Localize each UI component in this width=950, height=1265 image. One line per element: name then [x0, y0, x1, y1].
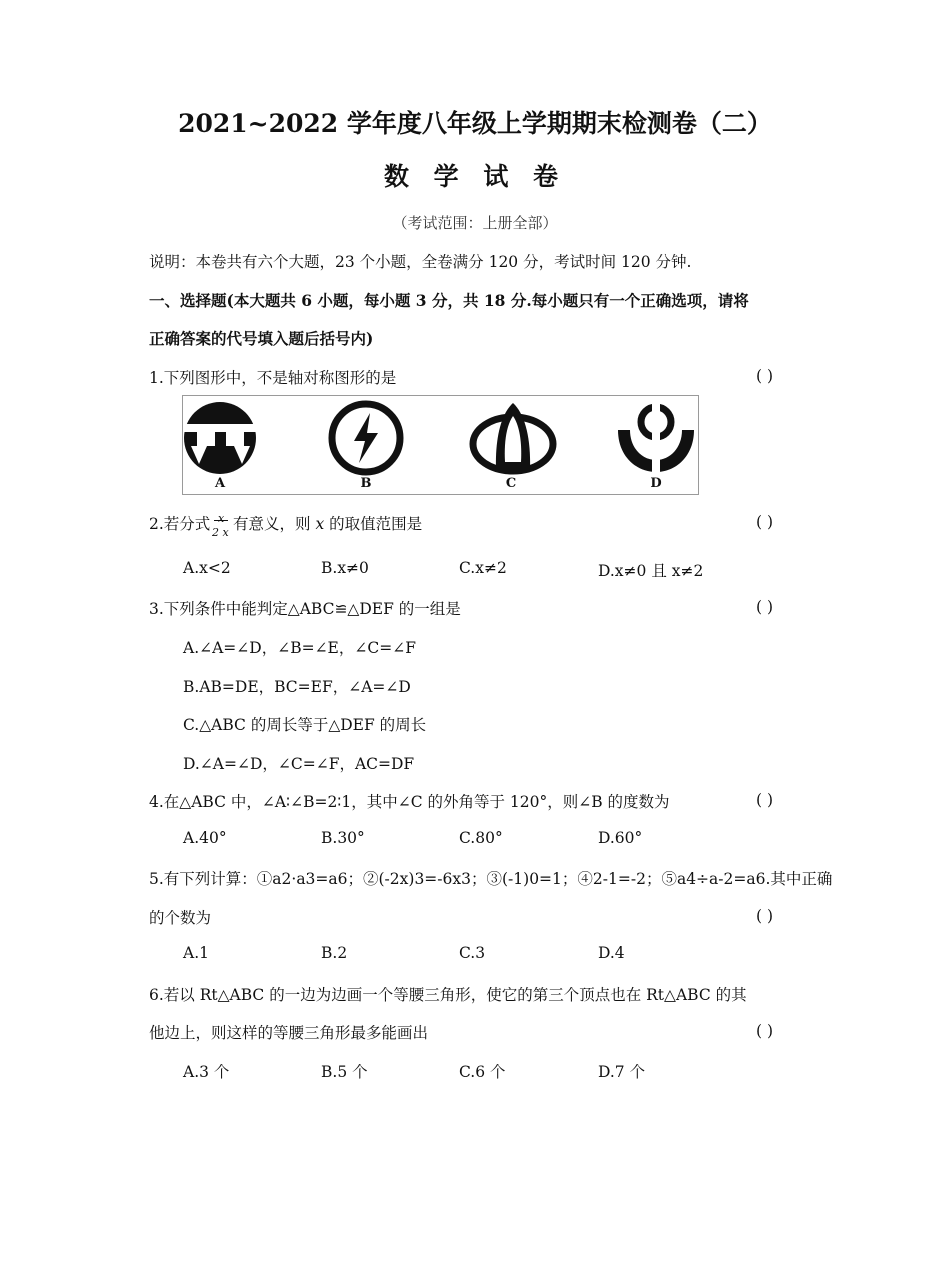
exam-note: 说明：本卷共有六个大题，23 个小题，全卷满分 120 分，考试时间 120 分钟. [149, 253, 692, 271]
q3-option-d: D.∠A=∠D，∠C=∠F，AC=DF [183, 755, 415, 773]
q6-option-d: D.7 个 [598, 1063, 646, 1081]
q3-option-b: B.AB=DE，BC=EF，∠A=∠D [183, 678, 411, 696]
q1-label-c: C [505, 476, 517, 491]
q2-stem-end: 的取值范围是 [329, 515, 423, 533]
q5-option-b: B.2 [321, 944, 348, 962]
q1-figure-c-icon [468, 400, 558, 476]
q4-option-d: D.60° [598, 829, 643, 847]
q1-label-a: A [214, 476, 226, 491]
q3-stem: 3.下列条件中能判定△ABC≌△DEF 的一组是 [149, 600, 461, 618]
section-1-heading-line1: 一、选择题(本大题共 6 小题，每小题 3 分，共 18 分.每小题只有一个正确选项，请将 [149, 291, 749, 310]
q1-label-b: B [360, 476, 372, 491]
q3-option-a: A.∠A=∠D，∠B=∠E，∠C=∠F [183, 639, 416, 657]
q1-answer-paren: ( ) [756, 367, 774, 385]
q1-figure-box [182, 395, 699, 495]
q2-option-a: A.x<2 [183, 559, 231, 577]
q5-option-d: D.4 [598, 944, 625, 962]
q2-option-b: B.x≠0 [321, 559, 369, 577]
q6-option-c: C.6 个 [459, 1063, 506, 1081]
q2-option-d: D.x≠0 且 x≠2 [598, 562, 704, 580]
q3-option-c: C.△ABC 的周长等于△DEF 的周长 [183, 716, 427, 734]
q4-answer-paren: ( ) [756, 791, 774, 809]
exam-title: 2021~2022 学年度八年级上学期期末检测卷（二） [178, 109, 772, 138]
q2-frac-bar [214, 520, 228, 521]
q6-stem-line2: 他边上，则这样的等腰三角形最多能画出 [149, 1024, 429, 1042]
q5-option-c: C.3 [459, 944, 486, 962]
q4-option-b: B.30° [321, 829, 365, 847]
q4-stem: 4.在△ABC 中，∠A∶∠B=2∶1，其中∠C 的外角等于 120°，则∠B 的度数为 [149, 793, 670, 811]
q2-option-c: C.x≠2 [459, 559, 507, 577]
q2-stem-after-text: 有意义，则 [233, 515, 311, 533]
q1-figure-b-icon [328, 400, 404, 476]
q1-label-d: D [650, 476, 662, 491]
q1-figure-d-icon [614, 400, 698, 476]
q2-stem-after [233, 512, 422, 534]
q4-option-c: C.80° [459, 829, 503, 847]
q2-frac-denominator: 2 x [212, 526, 229, 539]
q6-stem-line1: 6.若以 Rt△ABC 的一边为边画一个等腰三角形，使它的第三个顶点也在 Rt△ABC 的其 [149, 986, 747, 1004]
q1-figure-a-icon [183, 400, 258, 476]
q1-stem: 1.下列图形中，不是轴对称图形的是 [149, 369, 397, 387]
q5-answer-paren: ( ) [756, 907, 774, 925]
q6-option-b: B.5 个 [321, 1063, 368, 1081]
section-1-heading-line2: 正确答案的代号填入题后括号内) [149, 329, 374, 348]
q4-option-a: A.40° [183, 829, 227, 847]
q2-answer-paren: ( ) [756, 513, 774, 531]
q5-option-a: A.1 [183, 944, 209, 962]
exam-scope: （考试范围：上册全部） [392, 214, 558, 232]
q2-stem-before: 2.若分式 [149, 515, 211, 533]
exam-subtitle: 数 学 试 卷 [383, 162, 567, 191]
q2-variable: x [315, 515, 325, 533]
q5-stem-line1: 5.有下列计算：①a2·a3=a6；②(-2x)3=-6x3；③(-1)0=1；④2-1=-2；⑤a4÷a-2=a6.其中正确 [149, 870, 833, 888]
q5-stem-line2: 的个数为 [149, 909, 212, 927]
q6-answer-paren: ( ) [756, 1022, 774, 1040]
q3-answer-paren: ( ) [756, 598, 774, 616]
q6-option-a: A.3 个 [183, 1063, 230, 1081]
q2-frac-numerator: x [218, 512, 225, 525]
